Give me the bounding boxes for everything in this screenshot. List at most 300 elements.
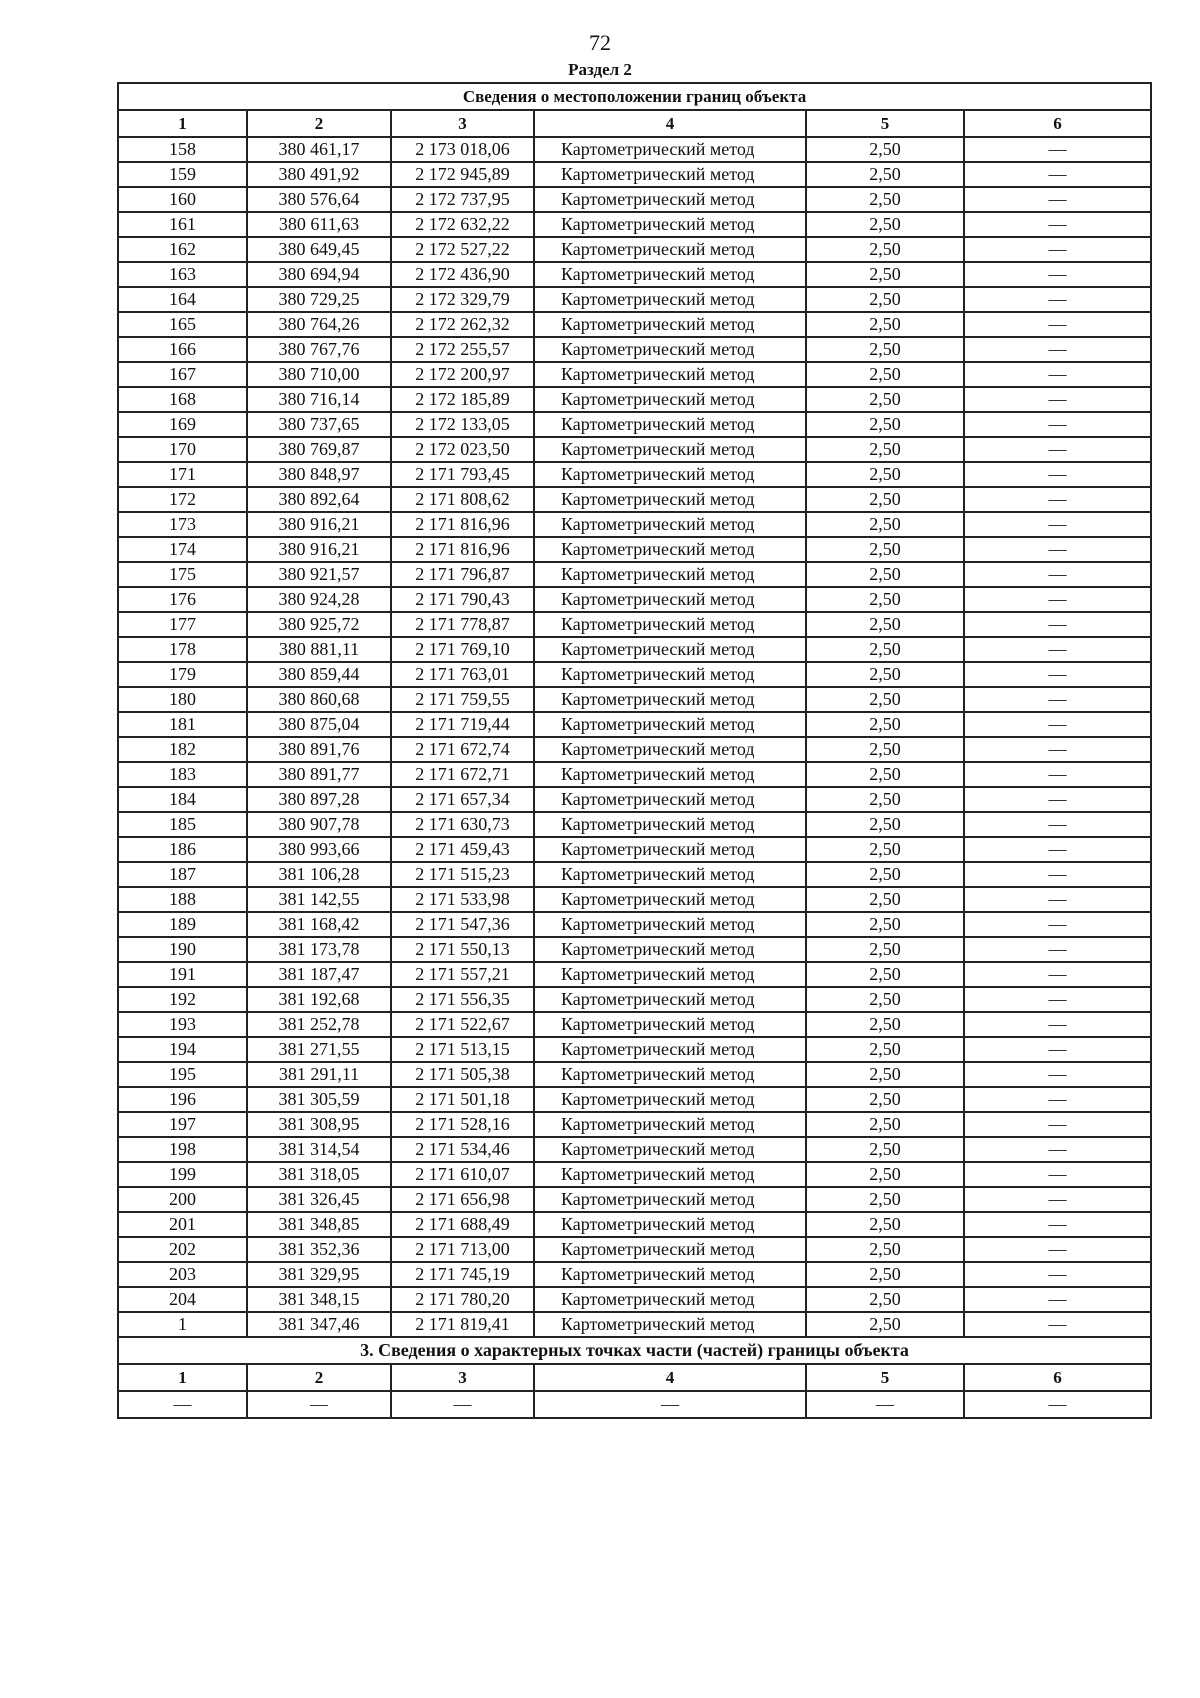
- table-cell: 380 767,76: [247, 337, 391, 362]
- table-cell: 185: [118, 812, 247, 837]
- table-cell: 2 171 515,23: [391, 862, 534, 887]
- table-row: [118, 162, 1151, 187]
- table-cell: 2 172 329,79: [391, 287, 534, 312]
- table-cell: Картометрический метод: [534, 862, 806, 887]
- table-cell: 2 171 719,44: [391, 712, 534, 737]
- table-cell: 2 171 656,98: [391, 1187, 534, 1212]
- table-cell: Картометрический метод: [534, 1287, 806, 1312]
- table-cell: Картометрический метод: [534, 187, 806, 212]
- table-cell: 2,50: [806, 862, 964, 887]
- table-cell: 2 171 819,41: [391, 1312, 534, 1337]
- table-cell: 2 171 769,10: [391, 637, 534, 662]
- table-cell: Картометрический метод: [534, 137, 806, 162]
- table-cell: Картометрический метод: [534, 837, 806, 862]
- table-cell: 2,50: [806, 1087, 964, 1112]
- table-cell: 188: [118, 887, 247, 912]
- table-cell: 2 171 759,55: [391, 687, 534, 712]
- table-cell: 381 168,42: [247, 912, 391, 937]
- table-cell: Картометрический метод: [534, 1137, 806, 1162]
- table-caption: Сведения о местоположении границ объекта: [118, 83, 1151, 110]
- table-cell: 166: [118, 337, 247, 362]
- table-row: [118, 1237, 1151, 1262]
- table-cell: 2 171 796,87: [391, 562, 534, 587]
- table-cell: 161: [118, 212, 247, 237]
- table-cell: 2,50: [806, 712, 964, 737]
- table-cell: Картометрический метод: [534, 312, 806, 337]
- table-cell: Картометрический метод: [534, 1312, 806, 1337]
- table-cell: —: [964, 637, 1151, 662]
- table-cell: 164: [118, 287, 247, 312]
- table-cell: 194: [118, 1037, 247, 1062]
- table-cell: —: [964, 1391, 1151, 1418]
- table-cell: 160: [118, 187, 247, 212]
- table-cell: 179: [118, 662, 247, 687]
- page-number: 72: [589, 30, 611, 55]
- table-cell: Картометрический метод: [534, 1212, 806, 1237]
- table-cell: 380 611,63: [247, 212, 391, 237]
- table-cell: —: [964, 412, 1151, 437]
- table-cell: —: [964, 487, 1151, 512]
- table-cell: 2,50: [806, 1112, 964, 1137]
- table-cell: 381 314,54: [247, 1137, 391, 1162]
- table-cell: 2 171 713,00: [391, 1237, 534, 1262]
- table-cell: 191: [118, 962, 247, 987]
- table-cell: 380 716,14: [247, 387, 391, 412]
- column-header: 6: [964, 1364, 1151, 1391]
- table-cell: 380 921,57: [247, 562, 391, 587]
- table-row: [118, 1112, 1151, 1137]
- table-cell: 2 172 262,32: [391, 312, 534, 337]
- table-cell: 2 172 185,89: [391, 387, 534, 412]
- table-row: [118, 1062, 1151, 1087]
- table-row: [118, 362, 1151, 387]
- table-cell: 177: [118, 612, 247, 637]
- table-cell: 199: [118, 1162, 247, 1187]
- table-cell: 2 171 505,38: [391, 1062, 534, 1087]
- table-cell: Картометрический метод: [534, 912, 806, 937]
- table-cell: Картометрический метод: [534, 887, 806, 912]
- table-cell: 2,50: [806, 437, 964, 462]
- table-cell: 2 171 556,35: [391, 987, 534, 1012]
- table-row: [118, 587, 1151, 612]
- table-row: [118, 787, 1151, 812]
- table-cell: 380 769,87: [247, 437, 391, 462]
- table-cell: 2,50: [806, 937, 964, 962]
- table-cell: —: [964, 1312, 1151, 1337]
- table-cell: —: [964, 1112, 1151, 1137]
- table-cell: Картометрический метод: [534, 462, 806, 487]
- table-cell: 380 694,94: [247, 262, 391, 287]
- table-cell: —: [964, 462, 1151, 487]
- table-cell: —: [534, 1391, 806, 1418]
- table-cell: Картометрический метод: [534, 937, 806, 962]
- table-cell: 198: [118, 1137, 247, 1162]
- table-row: [118, 1012, 1151, 1037]
- table-cell: —: [964, 1262, 1151, 1287]
- table-cell: 175: [118, 562, 247, 587]
- column-header: 6: [964, 110, 1151, 137]
- table-row: [118, 762, 1151, 787]
- table-cell: 201: [118, 1212, 247, 1237]
- table-cell: 381 326,45: [247, 1187, 391, 1212]
- table-row: [118, 537, 1151, 562]
- table-cell: Картометрический метод: [534, 812, 806, 837]
- table-row: [118, 912, 1151, 937]
- column-header: 4: [534, 1364, 806, 1391]
- column-header: 1: [118, 1364, 247, 1391]
- table-cell: 2,50: [806, 237, 964, 262]
- table-cell: Картометрический метод: [534, 387, 806, 412]
- table-cell: 380 993,66: [247, 837, 391, 862]
- table-cell: 167: [118, 362, 247, 387]
- table-cell: 380 891,77: [247, 762, 391, 787]
- table-cell: —: [964, 1087, 1151, 1112]
- table-cell: 181: [118, 712, 247, 737]
- table-cell: 381 352,36: [247, 1237, 391, 1262]
- table-cell: 2,50: [806, 1212, 964, 1237]
- table-cell: 202: [118, 1237, 247, 1262]
- table-row: [118, 712, 1151, 737]
- table-cell: —: [247, 1391, 391, 1418]
- table-row: [118, 212, 1151, 237]
- table-cell: —: [964, 837, 1151, 862]
- table-cell: Картометрический метод: [534, 212, 806, 237]
- table-cell: 2 171 778,87: [391, 612, 534, 637]
- table-cell: 1: [118, 1312, 247, 1337]
- table-cell: —: [118, 1391, 247, 1418]
- table-cell: 2,50: [806, 262, 964, 287]
- table-cell: 2,50: [806, 837, 964, 862]
- table-cell: 2,50: [806, 362, 964, 387]
- table-cell: 381 106,28: [247, 862, 391, 887]
- table-row: [118, 1312, 1151, 1337]
- table-cell: 381 192,68: [247, 987, 391, 1012]
- table-cell: —: [964, 762, 1151, 787]
- table-cell: 2 171 501,18: [391, 1087, 534, 1112]
- table-header-row: [118, 110, 1151, 137]
- table-row: [118, 512, 1151, 537]
- table-row: [118, 1262, 1151, 1287]
- table-cell: 2,50: [806, 1312, 964, 1337]
- table-cell: 2,50: [806, 1287, 964, 1312]
- table-cell: 2 171 688,49: [391, 1212, 534, 1237]
- table-cell: 203: [118, 1262, 247, 1287]
- table-cell: 2 172 255,57: [391, 337, 534, 362]
- table-cell: 2 171 672,74: [391, 737, 534, 762]
- table-cell: 2 171 528,16: [391, 1112, 534, 1137]
- table-cell: 380 925,72: [247, 612, 391, 637]
- table-cell: 2,50: [806, 537, 964, 562]
- table-cell: 381 348,85: [247, 1212, 391, 1237]
- table-row: [118, 1087, 1151, 1112]
- table-cell: —: [964, 887, 1151, 912]
- table-cell: 2,50: [806, 487, 964, 512]
- parts-table-header-row: [118, 1364, 1151, 1391]
- table-cell: 2,50: [806, 137, 964, 162]
- column-header: 1: [118, 110, 247, 137]
- table-cell: 2,50: [806, 912, 964, 937]
- parts-table-caption: 3. Сведения о характерных точках части (частей) границы объекта: [118, 1337, 1151, 1364]
- section-label: Раздел 2: [568, 60, 632, 79]
- table-cell: —: [964, 912, 1151, 937]
- table-cell: 380 710,00: [247, 362, 391, 387]
- table-cell: 2,50: [806, 1262, 964, 1287]
- table-cell: Картометрический метод: [534, 262, 806, 287]
- table-cell: —: [964, 162, 1151, 187]
- table-cell: 2 171 513,15: [391, 1037, 534, 1062]
- table-row: [118, 562, 1151, 587]
- table-cell: 2,50: [806, 762, 964, 787]
- table-cell: —: [964, 737, 1151, 762]
- table-cell: 2,50: [806, 1037, 964, 1062]
- table-cell: Картометрический метод: [534, 987, 806, 1012]
- table-row: [118, 737, 1151, 762]
- table-cell: 2,50: [806, 312, 964, 337]
- table-cell: Картометрический метод: [534, 662, 806, 687]
- table-cell: 195: [118, 1062, 247, 1087]
- table-cell: 381 329,95: [247, 1262, 391, 1287]
- table-cell: 180: [118, 687, 247, 712]
- table-cell: —: [964, 187, 1151, 212]
- table-cell: 380 491,92: [247, 162, 391, 187]
- table-cell: —: [964, 237, 1151, 262]
- column-header: 5: [806, 1364, 964, 1391]
- table-row: [118, 1212, 1151, 1237]
- table-row: [118, 1137, 1151, 1162]
- table-cell: 183: [118, 762, 247, 787]
- table-row: [118, 287, 1151, 312]
- table-cell: 2,50: [806, 987, 964, 1012]
- table-cell: 2,50: [806, 887, 964, 912]
- table-cell: Картометрический метод: [534, 412, 806, 437]
- table-cell: 2,50: [806, 1012, 964, 1037]
- table-cell: Картометрический метод: [534, 1162, 806, 1187]
- table-cell: Картометрический метод: [534, 362, 806, 387]
- table-cell: —: [964, 387, 1151, 412]
- table-cell: —: [964, 437, 1151, 462]
- table-cell: 173: [118, 512, 247, 537]
- table-cell: Картометрический метод: [534, 562, 806, 587]
- table-cell: —: [964, 812, 1151, 837]
- boundary-table: [117, 82, 1152, 1419]
- table-cell: —: [964, 362, 1151, 387]
- table-cell: 2,50: [806, 612, 964, 637]
- table-row: [118, 662, 1151, 687]
- table-cell: 2,50: [806, 587, 964, 612]
- table-row: [118, 137, 1151, 162]
- table-cell: —: [964, 587, 1151, 612]
- table-cell: 381 271,55: [247, 1037, 391, 1062]
- table-cell: 380 892,64: [247, 487, 391, 512]
- table-cell: 2,50: [806, 1237, 964, 1262]
- table-cell: Картометрический метод: [534, 1037, 806, 1062]
- table-cell: 380 897,28: [247, 787, 391, 812]
- table-cell: 2 172 632,22: [391, 212, 534, 237]
- table-cell: 2 172 200,97: [391, 362, 534, 387]
- table-cell: 2,50: [806, 637, 964, 662]
- table-row: [118, 262, 1151, 287]
- table-cell: 2,50: [806, 1062, 964, 1087]
- table-cell: 381 318,05: [247, 1162, 391, 1187]
- table-cell: 381 291,11: [247, 1062, 391, 1087]
- table-cell: 2,50: [806, 812, 964, 837]
- table-cell: 380 576,64: [247, 187, 391, 212]
- table-cell: 2,50: [806, 387, 964, 412]
- table-row: [118, 1162, 1151, 1187]
- table-cell: 170: [118, 437, 247, 462]
- table-cell: 2,50: [806, 512, 964, 537]
- table-cell: 380 860,68: [247, 687, 391, 712]
- table-cell: 380 916,21: [247, 537, 391, 562]
- table-row: [118, 962, 1151, 987]
- table-cell: 163: [118, 262, 247, 287]
- table-cell: —: [964, 312, 1151, 337]
- table-cell: Картометрический метод: [534, 1187, 806, 1212]
- table-cell: 196: [118, 1087, 247, 1112]
- table-cell: 2,50: [806, 687, 964, 712]
- table-cell: 2,50: [806, 1187, 964, 1212]
- table-cell: 187: [118, 862, 247, 887]
- table-cell: 204: [118, 1287, 247, 1312]
- table-cell: 200: [118, 1187, 247, 1212]
- table-cell: 2 171 793,45: [391, 462, 534, 487]
- table-cell: 171: [118, 462, 247, 487]
- table-cell: Картометрический метод: [534, 1087, 806, 1112]
- table-cell: 380 649,45: [247, 237, 391, 262]
- table-cell: 381 173,78: [247, 937, 391, 962]
- table-cell: 380 848,97: [247, 462, 391, 487]
- column-header: 4: [534, 110, 806, 137]
- column-header: 5: [806, 110, 964, 137]
- table-row: [118, 462, 1151, 487]
- table-cell: 162: [118, 237, 247, 262]
- table-cell: 2 171 550,13: [391, 937, 534, 962]
- table-cell: Картометрический метод: [534, 1237, 806, 1262]
- table-cell: —: [964, 337, 1151, 362]
- table-cell: 2,50: [806, 212, 964, 237]
- table-cell: 168: [118, 387, 247, 412]
- table-cell: 381 347,46: [247, 1312, 391, 1337]
- table-row: [118, 1037, 1151, 1062]
- parts-table-row: [118, 1391, 1151, 1418]
- table-cell: 197: [118, 1112, 247, 1137]
- table-cell: 381 187,47: [247, 962, 391, 987]
- table-cell: 381 348,15: [247, 1287, 391, 1312]
- table-cell: 2,50: [806, 337, 964, 362]
- table-cell: 158: [118, 137, 247, 162]
- table-cell: 381 252,78: [247, 1012, 391, 1037]
- table-cell: 169: [118, 412, 247, 437]
- table-row: [118, 437, 1151, 462]
- table-cell: —: [964, 662, 1151, 687]
- table-cell: 165: [118, 312, 247, 337]
- table-cell: 380 881,11: [247, 637, 391, 662]
- table-cell: —: [964, 687, 1151, 712]
- table-cell: 380 916,21: [247, 512, 391, 537]
- table-cell: Картометрический метод: [534, 687, 806, 712]
- table-cell: 380 907,78: [247, 812, 391, 837]
- table-cell: 193: [118, 1012, 247, 1037]
- table-cell: 2,50: [806, 412, 964, 437]
- table-cell: —: [964, 1037, 1151, 1062]
- table-cell: 2,50: [806, 162, 964, 187]
- table-cell: 159: [118, 162, 247, 187]
- table-cell: Картометрический метод: [534, 612, 806, 637]
- table-cell: Картометрический метод: [534, 637, 806, 662]
- column-header: 2: [247, 110, 391, 137]
- table-cell: 2 172 527,22: [391, 237, 534, 262]
- table-cell: —: [964, 1062, 1151, 1087]
- table-cell: 182: [118, 737, 247, 762]
- table-cell: 381 305,59: [247, 1087, 391, 1112]
- table-cell: Картометрический метод: [534, 962, 806, 987]
- table-cell: 2 171 610,07: [391, 1162, 534, 1187]
- table-cell: Картометрический метод: [534, 537, 806, 562]
- table-cell: 2 171 790,43: [391, 587, 534, 612]
- table-cell: 380 859,44: [247, 662, 391, 687]
- table-cell: 2,50: [806, 1137, 964, 1162]
- table-cell: 380 875,04: [247, 712, 391, 737]
- table-cell: —: [964, 787, 1151, 812]
- table-cell: —: [964, 987, 1151, 1012]
- table-cell: —: [964, 1137, 1151, 1162]
- table-cell: 2,50: [806, 662, 964, 687]
- table-row: [118, 337, 1151, 362]
- table-row: [118, 1187, 1151, 1212]
- table-cell: 2 171 763,01: [391, 662, 534, 687]
- table-cell: Картометрический метод: [534, 1012, 806, 1037]
- table-cell: —: [964, 212, 1151, 237]
- table-cell: 184: [118, 787, 247, 812]
- table-cell: 380 924,28: [247, 587, 391, 612]
- table-cell: 380 891,76: [247, 737, 391, 762]
- table-cell: 2 171 522,67: [391, 1012, 534, 1037]
- table-cell: 2 172 436,90: [391, 262, 534, 287]
- table-cell: 2,50: [806, 787, 964, 812]
- table-cell: 2,50: [806, 287, 964, 312]
- table-cell: —: [964, 1012, 1151, 1037]
- table-cell: 189: [118, 912, 247, 937]
- table-cell: 2 171 745,19: [391, 1262, 534, 1287]
- table-cell: 380 764,26: [247, 312, 391, 337]
- table-cell: 381 142,55: [247, 887, 391, 912]
- table-row: [118, 637, 1151, 662]
- table-row: [118, 887, 1151, 912]
- table-cell: —: [964, 287, 1151, 312]
- table-row: [118, 687, 1151, 712]
- table-row: [118, 987, 1151, 1012]
- table-row: [118, 1287, 1151, 1312]
- table-cell: Картометрический метод: [534, 762, 806, 787]
- table-cell: 2,50: [806, 462, 964, 487]
- table-cell: 174: [118, 537, 247, 562]
- table-cell: 2 172 945,89: [391, 162, 534, 187]
- table-row: [118, 862, 1151, 887]
- table-cell: 2 172 133,05: [391, 412, 534, 437]
- table-cell: Картометрический метод: [534, 587, 806, 612]
- table-cell: —: [964, 1187, 1151, 1212]
- table-cell: 172: [118, 487, 247, 512]
- table-cell: 190: [118, 937, 247, 962]
- table-cell: —: [964, 962, 1151, 987]
- table-row: [118, 187, 1151, 212]
- table-cell: —: [964, 1162, 1151, 1187]
- table-cell: Картометрический метод: [534, 337, 806, 362]
- table-cell: —: [964, 1212, 1151, 1237]
- table-cell: —: [964, 562, 1151, 587]
- table-cell: 2,50: [806, 962, 964, 987]
- table-cell: 2,50: [806, 187, 964, 212]
